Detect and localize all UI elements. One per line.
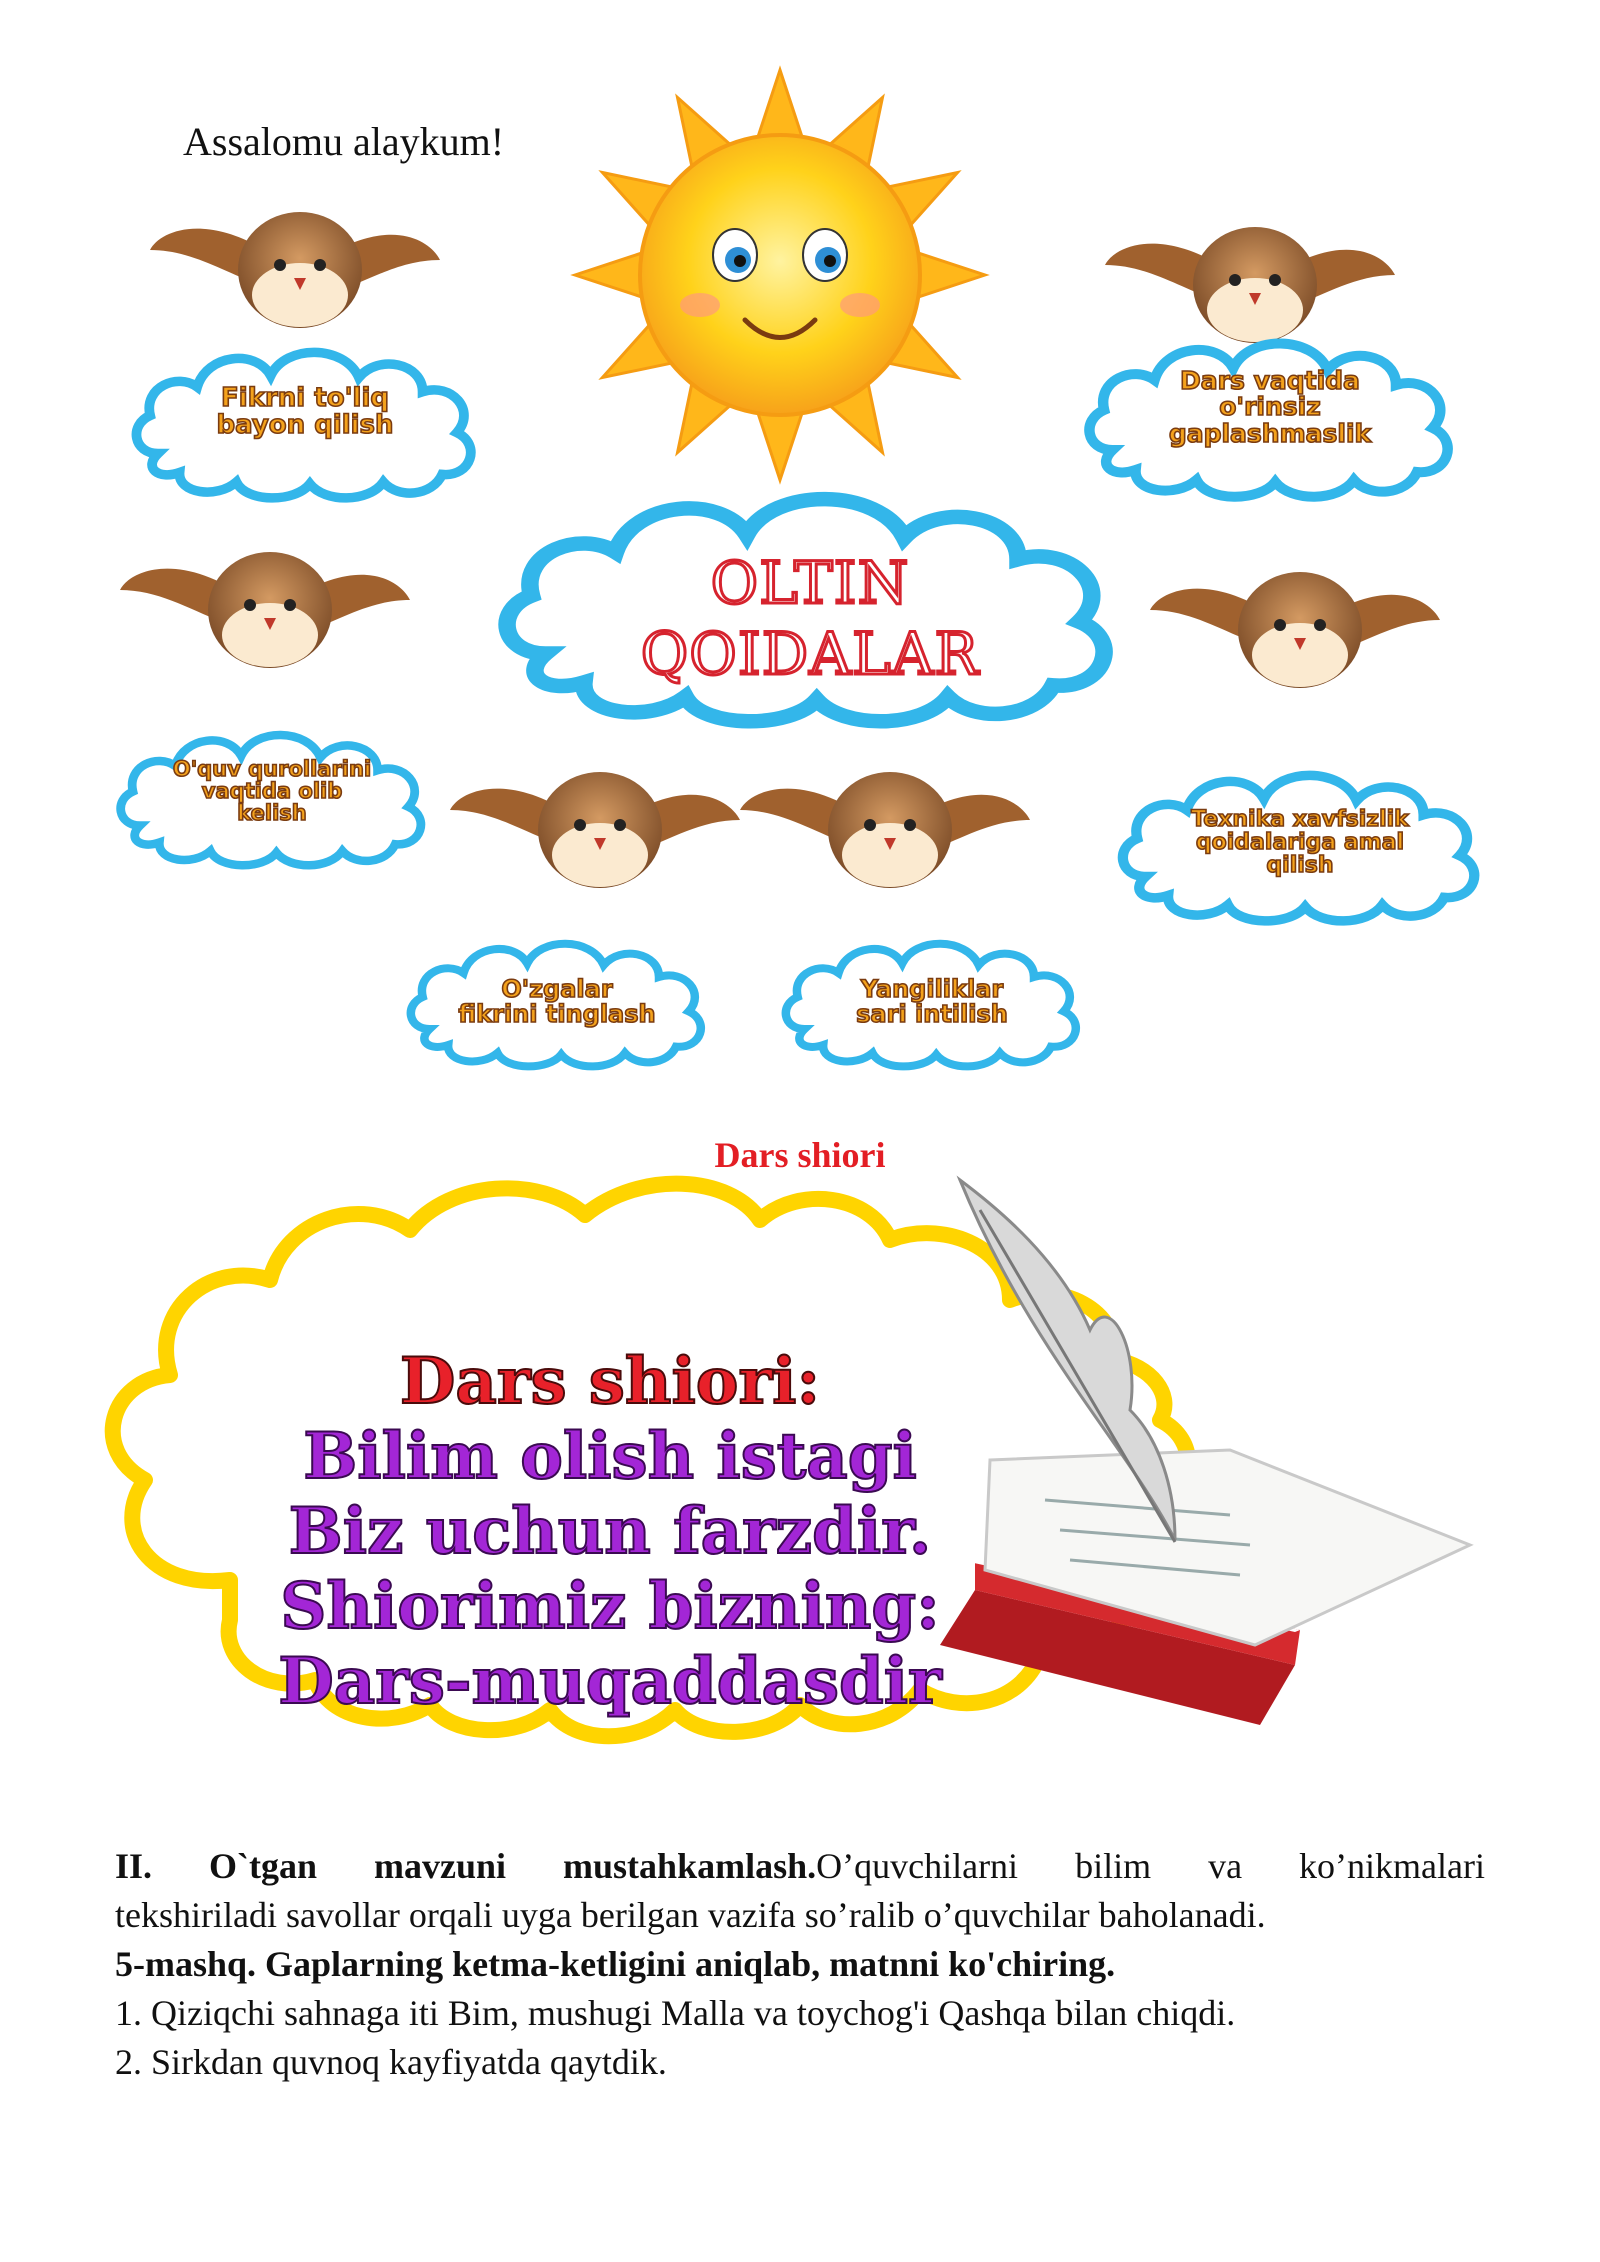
motto-line: Biz uchun farzdir. — [288, 1493, 932, 1569]
exercise-heading: 5-mashq. Gaplarning ketma-ketligini aniqlab, matnni ko'chiring. — [115, 1944, 1116, 1984]
rule-line: qilish — [1266, 853, 1334, 879]
rule-cloud-label — [152, 758, 392, 824]
motto-line: Dars shiori: — [399, 1344, 821, 1419]
rule-line: Fikrni to'liq — [221, 383, 389, 413]
golden-rules-title-line2: QOIDALAR — [640, 619, 980, 688]
sun-illustration — [575, 70, 985, 480]
section-heading: II. O`tgan mavzuni mustahkamlash. — [115, 1846, 817, 1886]
rule-line: o'rinsiz — [1219, 392, 1321, 422]
list-item: 1. Qiziqchi sahnaga iti Bim, mushugi Malla va toychog'i Qashqa bilan chiqdi. — [115, 1993, 1236, 2033]
rule-cloud-label — [185, 385, 425, 440]
motto-line: Dars-muqaddasdir — [278, 1643, 942, 1719]
list-item: 2. Sirkdan quvnoq kayfiyatda qaytdik. — [115, 2042, 667, 2082]
rule-line: O'quv qurollarini — [172, 757, 372, 781]
rule-line: bayon qilish — [216, 410, 394, 441]
rule-cloud-label — [447, 977, 667, 1027]
rule-line: gaplashmaslik — [1168, 418, 1372, 448]
rule-cloud-label — [1130, 368, 1410, 447]
motto-text-block — [180, 1345, 1040, 1719]
lesson-section — [115, 1842, 1485, 2087]
rule-line: qoidalariga amal — [1195, 830, 1405, 856]
section-text-line2: tekshiriladi savollar orqali uyga berilgan vazifa so’ralib o’quvchilar baholanadi. — [115, 1895, 1266, 1935]
rule-line: fikrini tinglash — [458, 1000, 656, 1029]
rule-line: vaqtida olib — [201, 779, 343, 804]
section-first-line — [115, 1842, 1485, 1891]
greeting-text: Assalomu alaykum! — [183, 119, 505, 164]
rule-line: kelish — [237, 801, 307, 826]
rule-line: Dars vaqtida — [1180, 366, 1360, 395]
rule-line: sari intilish — [856, 1000, 1008, 1029]
rule-cloud-label — [822, 977, 1042, 1027]
motto-heading: Dars shiori — [714, 1135, 886, 1175]
rule-line: O'zgalar — [501, 975, 613, 1003]
golden-rules-title-line1: OLTIN — [710, 549, 910, 617]
rule-line: Yangiliklar — [860, 975, 1004, 1003]
rule-cloud-label — [1155, 808, 1445, 877]
rule-line: Texnika xavfsizlik — [1191, 807, 1409, 832]
golden-rules-title — [600, 548, 1020, 690]
motto-line: Shiorimiz bizning: — [280, 1568, 940, 1644]
motto-line: Bilim olish istagi — [303, 1418, 917, 1494]
section-text-line1: O’quvchilarni bilim va ko’nikmalari — [816, 1846, 1485, 1886]
